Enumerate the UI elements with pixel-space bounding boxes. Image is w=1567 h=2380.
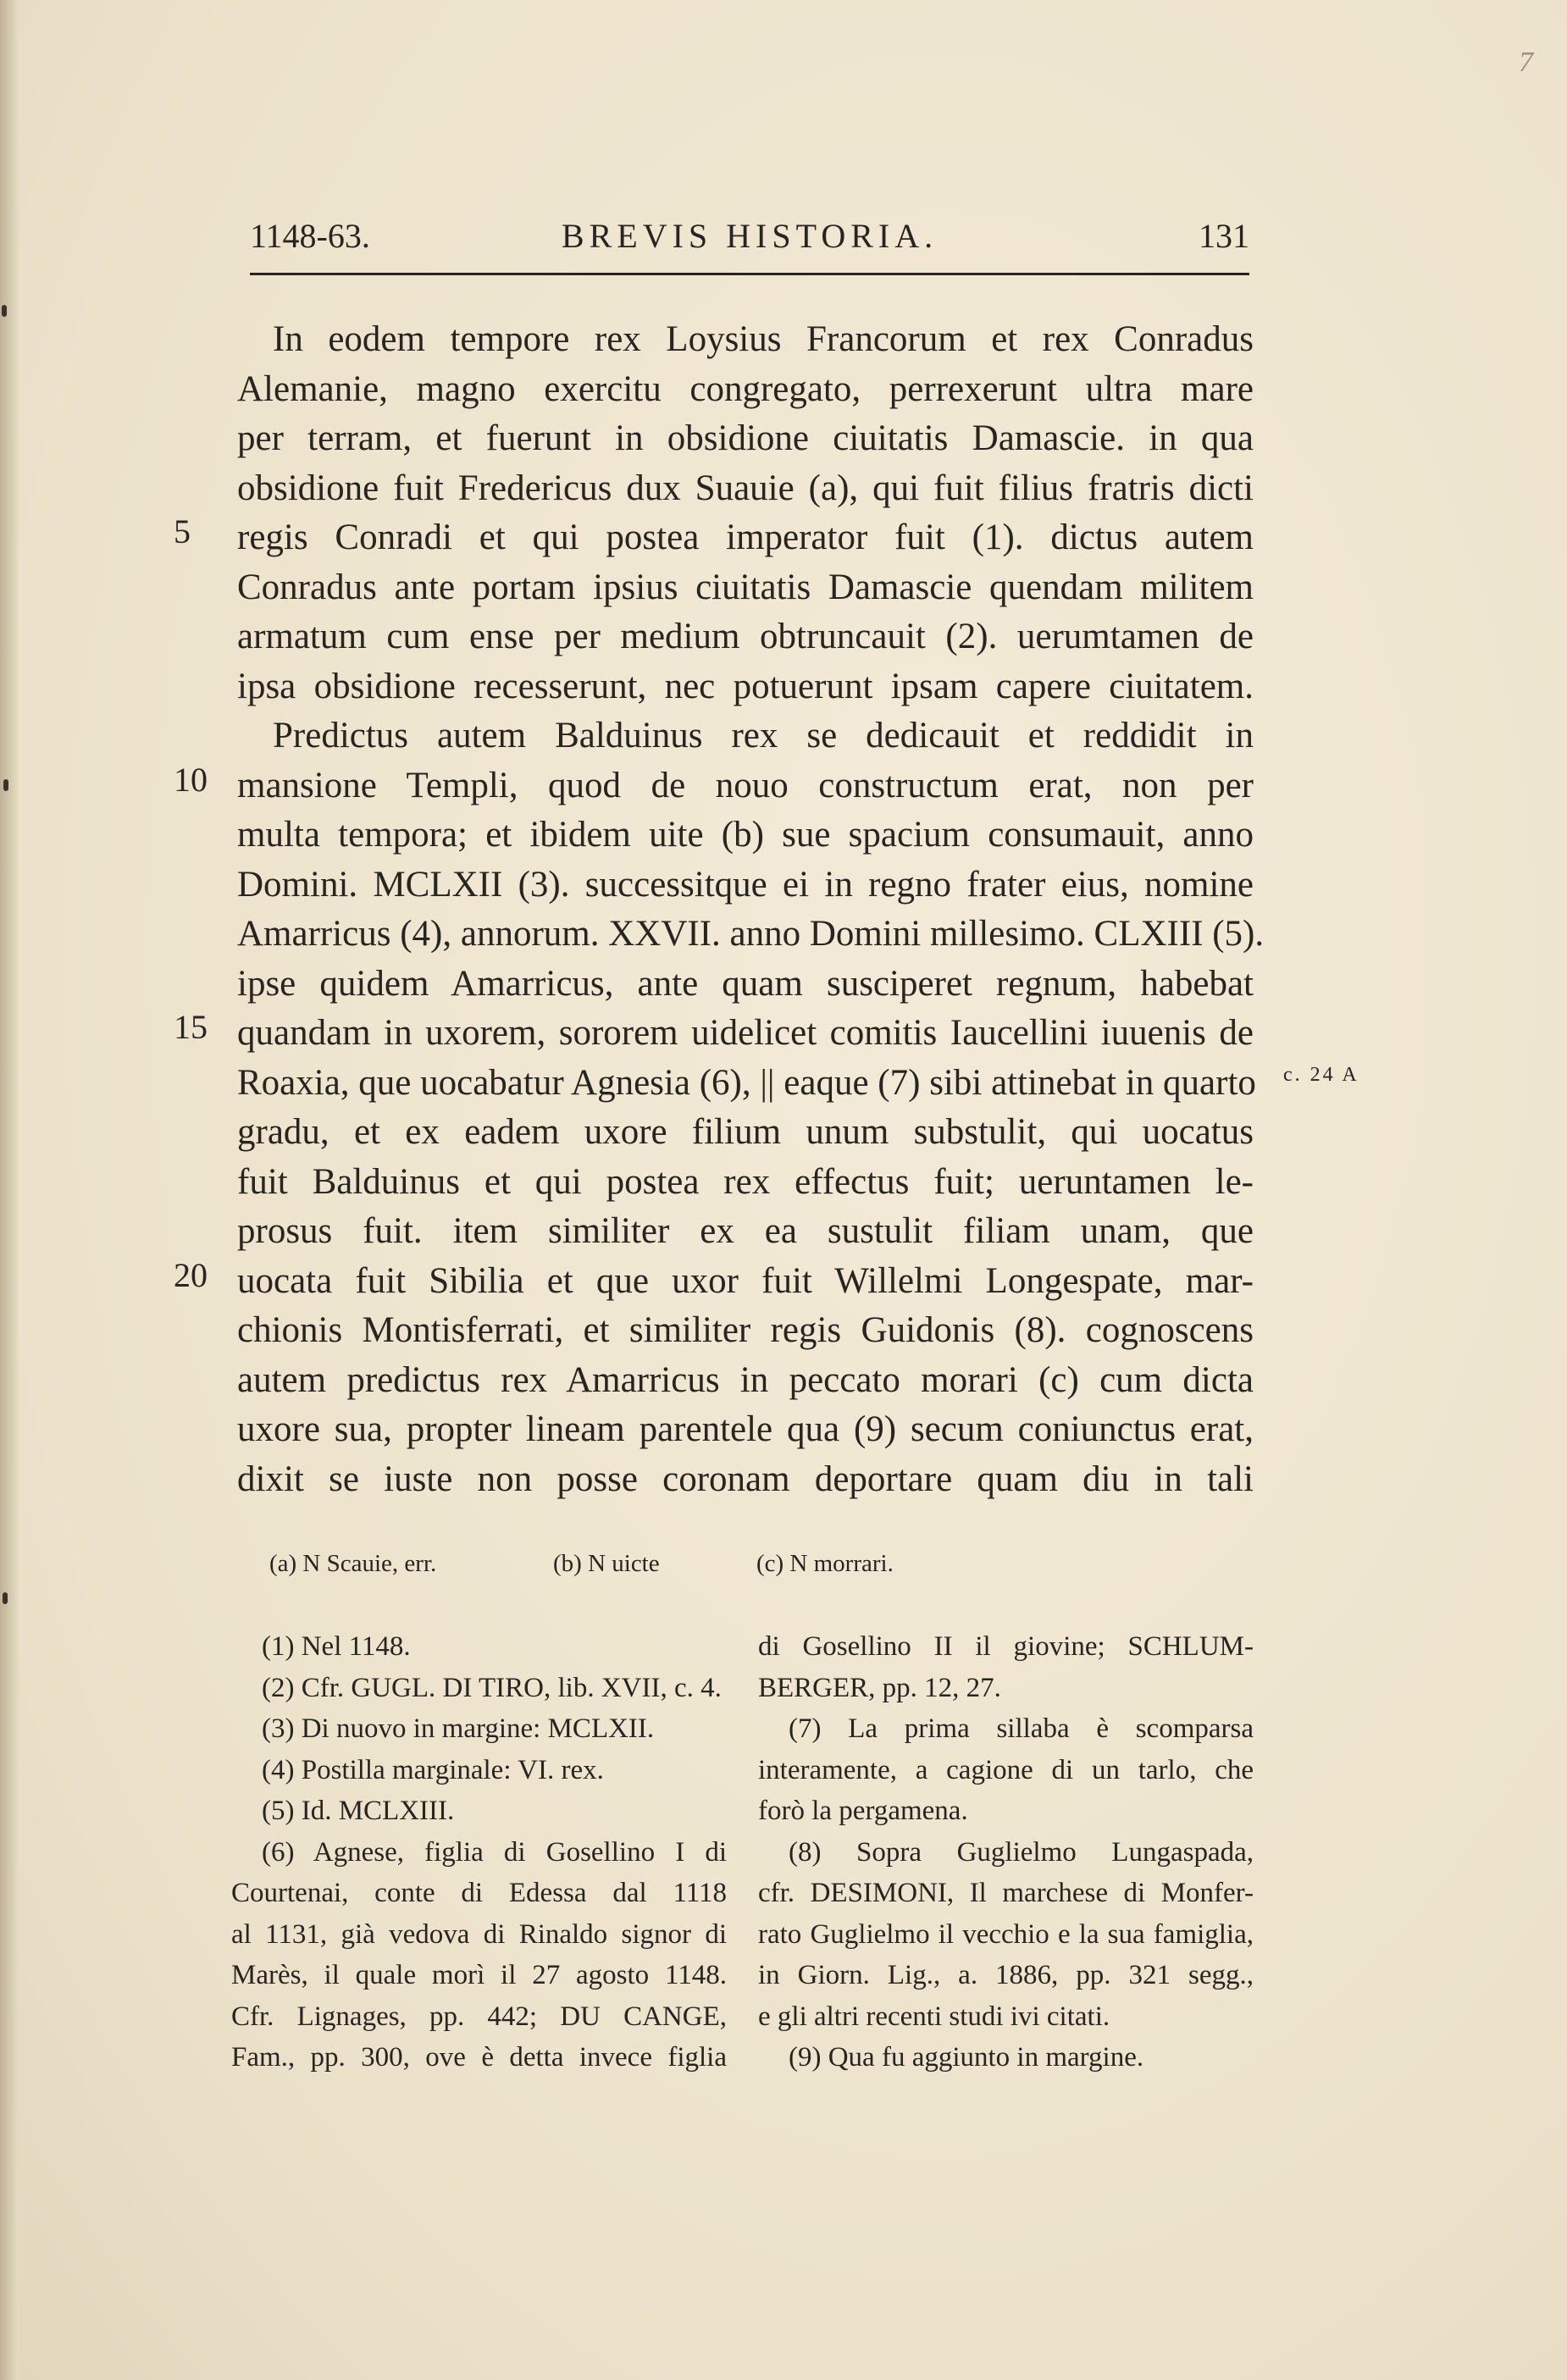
- running-header: [250, 216, 1249, 267]
- text-line: ipsa obsidione recesserunt, nec potuerunt ipsam capere ciuitatem.: [237, 666, 1254, 706]
- footnote-line: (5) Id. MCLXIII.: [262, 1796, 455, 1826]
- footnote-line: (2) Cfr. GUGL. DI TIRO, lib. XVII, c. 4.: [262, 1672, 722, 1703]
- footnote-line: di Gosellino II il giovine; SCHLUM-: [758, 1631, 1254, 1662]
- date-range: 1148-63.: [250, 217, 370, 255]
- footnotes-left-column: [231, 1626, 727, 2078]
- text-line: obsidione fuit Fredericus dux Suauie (a), qui fuit filius fratris dicti: [237, 468, 1254, 508]
- running-title: BREVIS HISTORIA.: [561, 217, 939, 255]
- footnote-line: in Giorn. Lig., a. 1886, pp. 321 segg.,: [758, 1960, 1254, 1990]
- text-line: multa tempora; et ibidem uite (b) sue spacium consumauit, anno: [237, 815, 1254, 855]
- binding-mark: [2, 305, 7, 317]
- text-line: ipse quidem Amarricus, ante quam susciperet regnum, habebat: [237, 963, 1254, 1004]
- text-line: In eodem tempore rex Loysius Francorum et rex Conradus: [273, 319, 1254, 359]
- text-line: armatum cum ense per medium obtruncauit (2). uerumtamen de: [237, 617, 1254, 656]
- footnote-line: Marès, il quale morì il 27 agosto 1148.: [231, 1960, 727, 1990]
- footnotes-right-column: [758, 1626, 1254, 2078]
- footnote-line: Cfr. Lignages, pp. 442; DU CANGE,: [231, 2001, 727, 2032]
- text-line: prosus fuit. item similiter ex ea sustulit filiam unam, que: [237, 1211, 1254, 1251]
- footnote-line: BERGER, pp. 12, 27.: [758, 1672, 1001, 1703]
- main-text: [237, 315, 1265, 1504]
- text-line: fuit Balduinus et qui postea rex effectus fuit; ueruntamen le-: [237, 1161, 1254, 1202]
- binding-mark: [3, 779, 8, 791]
- text-line: uxore sua, propter lineam parentele qua (9) secum coniunctus erat,: [237, 1409, 1254, 1449]
- corner-mark: 7: [1519, 47, 1533, 78]
- footnote-line: (9) Qua fu aggiunto in margine.: [789, 2042, 1144, 2073]
- footnote-line: Fam., pp. 300, ove è detta invece figlia: [231, 2042, 727, 2073]
- text-line: Domini. MCLXII (3). successitque ei in regno frater eius, nomine: [237, 864, 1254, 905]
- footnote-line: rato Guglielmo il vecchio e la sua famiglia,: [758, 1918, 1254, 1950]
- text-line: per terram, et fuerunt in obsidione ciuitatis Damascie. in qua: [237, 418, 1254, 458]
- text-line: quandam in uxorem, sororem uidelicet comitis Iaucellini iuuenis de: [237, 1013, 1254, 1053]
- page-number: 131: [1199, 217, 1249, 255]
- footnote-line: forò la pergamena.: [758, 1796, 968, 1826]
- binding-edge: [0, 0, 19, 2380]
- footnote-line: (6) Agnese, figlia di Gosellino I di: [262, 1836, 727, 1868]
- line-number: 15: [174, 1008, 208, 1046]
- binding-mark: [3, 1592, 8, 1604]
- line-number: 20: [174, 1256, 208, 1294]
- text-line: Predictus autem Balduinus rex se dedicauit et reddidit in: [273, 716, 1254, 756]
- footnote-line: (1) Nel 1148.: [262, 1631, 411, 1662]
- footnote-line: e gli altri recenti studi ivi citati.: [758, 2001, 1110, 2032]
- text-line: Alemanie, magno exercitu congregato, perrexerunt ultra mare: [237, 368, 1254, 409]
- text-line: Conradus ante portam ipsius ciuitatis Damascie quendam militem: [237, 567, 1254, 607]
- text-line: Amarricus (4), annorum. XXVII. anno Domini millesimo. CLXIII (5).: [237, 914, 1265, 954]
- footnote-line: (3) Di nuovo in margine: MCLXII.: [262, 1713, 655, 1744]
- text-line: chionis Montisferrati, et similiter regis Guidonis (8). cognoscens: [237, 1310, 1254, 1350]
- apparatus-note: (b) N uicte: [553, 1550, 660, 1577]
- margin-note: c. 24 A: [1283, 1064, 1359, 1086]
- footnote-line: interamente, a cagione di un tarlo, che: [758, 1754, 1254, 1785]
- line-number: 10: [174, 761, 208, 799]
- text-line: uocata fuit Sibilia et que uxor fuit Willelmi Longespate, mar-: [237, 1260, 1254, 1301]
- footnote-line: (4) Postilla marginale: VI. rex.: [262, 1754, 604, 1785]
- text-line: Roaxia, que uocabatur Agnesia (6), || eaque (7) sibi attinebat in quarto: [237, 1062, 1256, 1103]
- apparatus-note: (c) N morrari.: [756, 1550, 894, 1577]
- footnote-line: (7) La prima sillaba è scomparsa: [789, 1713, 1254, 1744]
- apparatus-note: (a) N Scauie, err.: [269, 1550, 437, 1577]
- footnote-line: al 1131, già vedova di Rinaldo signor di: [231, 1918, 727, 1950]
- footnote-line: (8) Sopra Guglielmo Lungaspada,: [789, 1836, 1254, 1868]
- line-number: 5: [174, 512, 191, 551]
- header-rule: [250, 273, 1249, 275]
- text-line: dixit se iuste non posse coronam deportare quam diu in tali: [237, 1458, 1254, 1499]
- text-line: gradu, et ex eadem uxore filium unum substulit, qui uocatus: [237, 1112, 1254, 1152]
- footnote-line: Courtenai, conte di Edessa dal 1118: [231, 1878, 727, 1908]
- text-line: regis Conradi et qui postea imperator fuit (1). dictus autem: [237, 518, 1254, 557]
- text-line: mansione Templi, quod de nouo constructum erat, non per: [237, 765, 1254, 805]
- text-line: autem predictus rex Amarricus in peccato morari (c) cum dicta: [237, 1359, 1254, 1400]
- footnote-line: cfr. DESIMONI, Il marchese di Monfer-: [758, 1878, 1254, 1908]
